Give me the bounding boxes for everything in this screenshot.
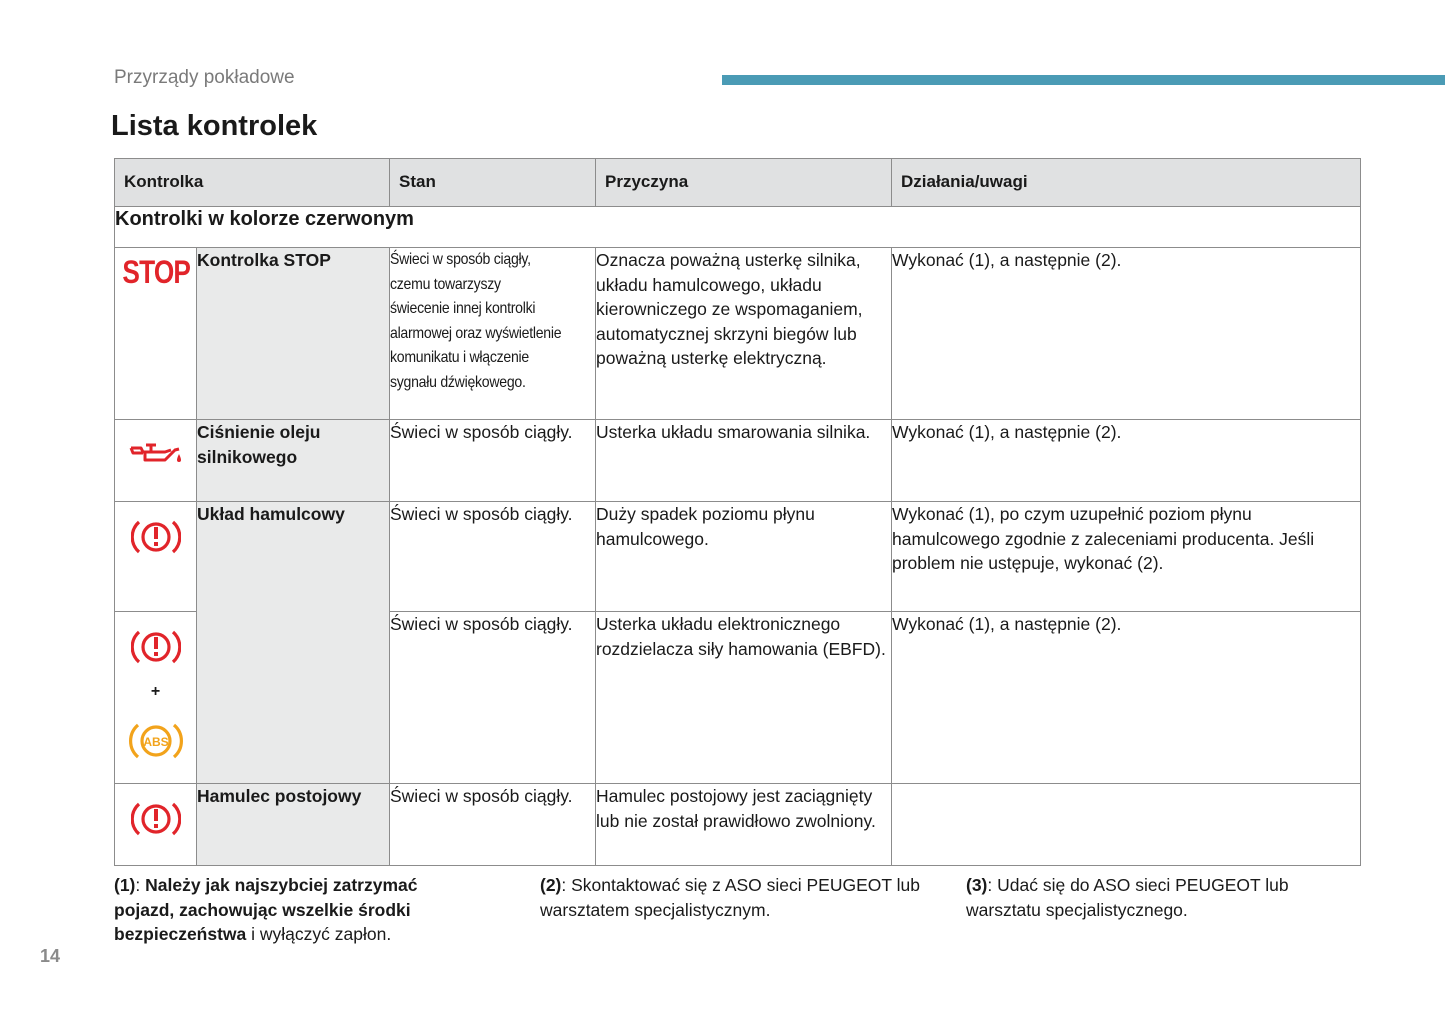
column-header-kontrolka: Kontrolka [115, 159, 390, 207]
column-header-stan: Stan [390, 159, 596, 207]
footnote-1: (1): Należy jak najszybciej zatrzymać pojazd, zachowując wszelkie środki bezpieczeństwa i wyłączyć zapłon. [114, 875, 418, 944]
footnote-3: (3): Udać się do ASO sieci PEUGEOT lub warsztatu specjalistycznego. [966, 875, 1289, 920]
group-row-red [115, 207, 1361, 248]
lamp-cause: Hamulec postojowy jest zaciągnięty lub nie został prawidłowo zwolniony. [596, 784, 892, 866]
table-header-row [115, 159, 1361, 207]
group-title: Kontrolki w kolorze czerwonym [115, 207, 1361, 248]
table-row [115, 502, 1361, 612]
header-accent-bar [722, 75, 1445, 85]
parking-brake-icon [131, 798, 181, 840]
lamp-name: Hamulec postojowy [197, 784, 390, 866]
lamp-name: Układ hamulcowy [197, 502, 390, 784]
lamp-cause: Usterka układu elektronicznego rozdzielacza siły hamowania (EBFD). [596, 612, 892, 784]
plus-sign: + [150, 683, 161, 700]
lamp-state: Świeci w sposób ciągły. [390, 612, 596, 784]
lamp-state: Świeci w sposób ciągły, czemu towarzyszy świecenie innej kontrolki alarmowej oraz wyświetlenie komunikatu i włączenie sygnału dźwiękowego. [390, 248, 596, 420]
lamp-state: Świeci w sposób ciągły. [390, 784, 596, 866]
lamp-cause: Usterka układu smarowania silnika. [596, 420, 892, 502]
warning-lamps-table [114, 158, 1361, 866]
brake-warning-icon [131, 626, 181, 668]
lamp-state: Świeci w sposób ciągły. [390, 502, 596, 612]
section-label: Przyrządy pokładowe [114, 67, 295, 88]
lamp-action: Wykonać (1), a następnie (2). [892, 420, 1361, 502]
table-row [115, 420, 1361, 502]
footnote-2: (2): Skontaktować się z ASO sieci PEUGEOT lub warsztatem specjalistycznym. [540, 875, 920, 920]
lamp-action: Wykonać (1), po czym uzupełnić poziom płynu hamulcowego zgodnie z zaleceniami producenta. Jeśli problem nie ustępuje, wykonać (2). [892, 502, 1361, 612]
lamp-cause: Oznacza poważną usterkę silnika, układu hamulcowego, układu kierowniczego ze wspomaganiem, automatycznej skrzyni biegów lub poważną usterkę elektryczną. [596, 248, 892, 420]
page-title: Lista kontrolek [111, 110, 318, 142]
oil-can-icon [129, 440, 183, 466]
column-header-przyczyna: Przyczyna [596, 159, 892, 207]
svg-text:ABS: ABS [142, 734, 169, 749]
lamp-state: Świeci w sposób ciągły. [390, 420, 596, 502]
lamp-action: Wykonać (1), a następnie (2). [892, 248, 1361, 420]
lamp-action [892, 784, 1361, 866]
stop-icon: STOP [122, 254, 191, 290]
abs-icon [129, 719, 183, 763]
lamp-name: Kontrolka STOP [197, 248, 390, 420]
lamp-name: Ciśnienie oleju silnikowego [197, 420, 390, 502]
table-row [115, 784, 1361, 866]
lamp-action: Wykonać (1), a następnie (2). [892, 612, 1361, 784]
column-header-dzialania: Działania/uwagi [892, 159, 1361, 207]
lamp-cause: Duży spadek poziomu płynu hamulcowego. [596, 502, 892, 612]
page-number: 14 [40, 946, 61, 966]
table-row [115, 248, 1361, 420]
brake-warning-icon [131, 516, 181, 558]
